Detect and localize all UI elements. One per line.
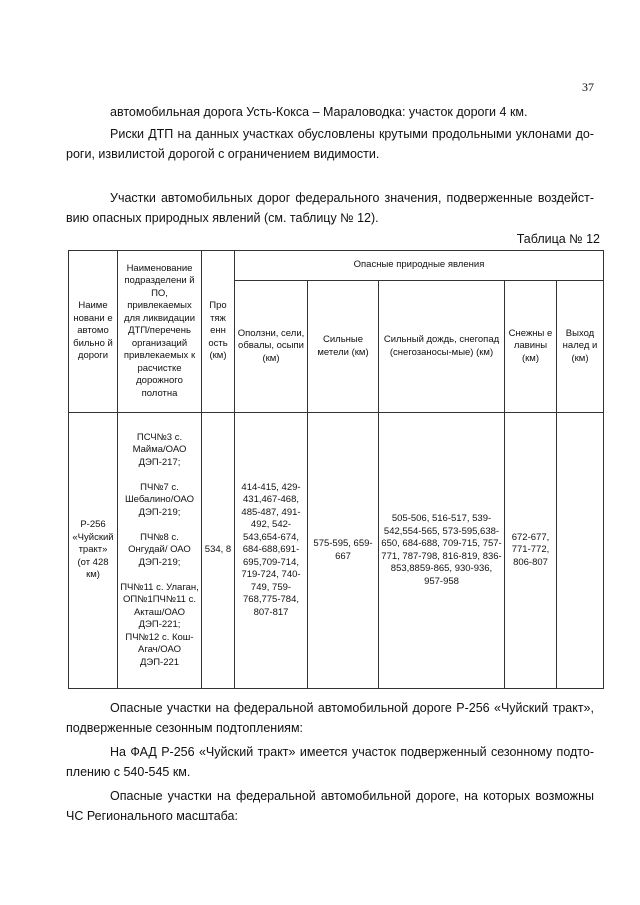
paragraph-accident-risks: Риски ДТП на данных участках обусловлены крутыми продольными уклонами до-роги, извилистой дорогой с ограничением видимости. bbox=[66, 127, 594, 161]
header-blizzards: Сильные метели (км) bbox=[308, 281, 379, 413]
page-number: 37 bbox=[582, 80, 594, 94]
cell-unit: ПСЧ№3 с. Майма/ОАО ДЭП-217; ПЧ№7 с. Шебалино/ОАО ДЭП-219; ПЧ№8 с. Онгудай/ ОАО ДЭП-219; ПЧ№11 с. Улаган, ОП№1ПЧ№11 с. Акташ/ОАО ДЭП-221; ПЧ№12 с. Кош-Агач/ОАО ДЭП-221 bbox=[118, 413, 202, 689]
paragraph-flooding-range: На ФАД Р-256 «Чуйский тракт» имеется участок подверженный сезонному подто-плению с 540-545 км. bbox=[66, 745, 594, 779]
header-icing: Выход налед и (км) bbox=[557, 281, 604, 413]
paragraph-regional-emergency: Опасные участки на федеральной автомобильной дороге, на которых возможны ЧС Регионального масштаба: bbox=[66, 789, 594, 823]
cell-rain: 505-506, 516-517, 539-542,554-565, 573-595,638-650, 684-688, 709-715, 757-771, 787-798, 816-819, 836-853,8859-865, 930-936, 957-958 bbox=[379, 413, 505, 689]
paragraph-flooding-sections: Опасные участки на федеральной автомобильной дороге Р-256 «Чуйский тракт», подверженные сезонным подтоплениям: bbox=[66, 701, 594, 735]
cell-avalanches: 672-677, 771-772, 806-807 bbox=[505, 413, 557, 689]
header-hazards: Опасные природные явления bbox=[235, 251, 604, 281]
header-unit: Наименование подразделени й ПО, привлекаемых для ликвидации ДТП/перечень организаций привлекаемых к расчистке дорожного полотна bbox=[118, 251, 202, 413]
header-landslides: Оползни, сели, обвалы, осыпи (км) bbox=[235, 281, 308, 413]
cell-blizzards: 575-595, 659-667 bbox=[308, 413, 379, 689]
paragraph-hazard-sections: Участки автомобильных дорог федерального значения, подверженные воздейст-вию опасных природных явлений (см. таблицу № 12). bbox=[66, 191, 594, 225]
header-avalanches: Снежны е лавины (км) bbox=[505, 281, 557, 413]
paragraph-road-section: автомобильная дорога Усть-Кокса – Мараловодка: участок дороги 4 км. bbox=[110, 105, 528, 119]
table-caption: Таблица № 12 bbox=[516, 232, 600, 246]
cell-road: Р-256 «Чуйский тракт» (от 428 км) bbox=[69, 413, 118, 689]
table-row bbox=[69, 413, 604, 689]
cell-icing bbox=[557, 413, 604, 689]
header-road: Наиме новани е автомо бильно й дороги bbox=[69, 251, 118, 413]
cell-length: 534, 8 bbox=[202, 413, 235, 689]
hazards-table bbox=[68, 250, 604, 689]
header-rain: Сильный дождь, снегопад (снегозаносы-мые) (км) bbox=[379, 281, 505, 413]
cell-landslides: 414-415, 429-431,467-468, 485-487, 491-492, 542-543,654-674, 684-688,691-695,709-714, 719-724, 740-749, 759-768,775-784, 807-817 bbox=[235, 413, 308, 689]
header-length: Про тяж енн ость (км) bbox=[202, 251, 235, 413]
